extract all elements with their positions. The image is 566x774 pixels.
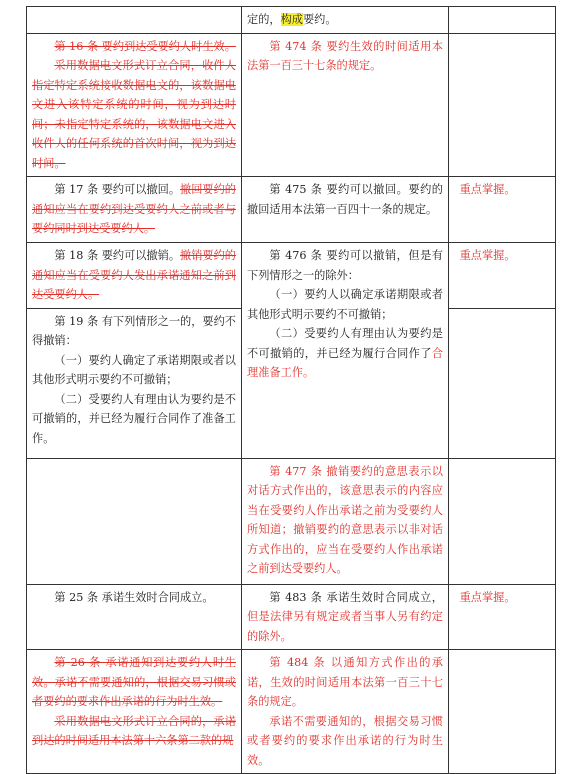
- table-cell-note: [449, 584, 556, 650]
- note-text: 重点掌握。: [459, 183, 516, 196]
- table-cell-old: [27, 458, 242, 584]
- table-cell-note: [449, 458, 556, 584]
- article-body: 撤销要约的意思表示以对话方式作出的，该意思表示的内容应当在受要约人作出承诺之前为受要约人所知道；撤销要约的意思表示以非对话方式作出的，应当在受要约人作出承诺之前到达受要约人。: [247, 464, 443, 575]
- changed-text: 合理准备工作。: [247, 346, 443, 379]
- old-article-item: （一）要约人确定了承诺期限或者以其他形式明示要约不可撤销；: [32, 353, 236, 386]
- deleted-text: 撤回要约的通知应当在要约到达受要约人之前或者与要约同时到达受要约人。: [32, 183, 236, 235]
- new-article-item: （一）要约人以确定承诺期限或者其他形式明示要约不可撤销；: [247, 288, 443, 321]
- note-text: 重点掌握。: [459, 249, 516, 262]
- table-cell-old: [27, 584, 242, 650]
- new-article: [247, 653, 443, 712]
- table-cell-note: [449, 650, 556, 774]
- new-article-item: [247, 324, 443, 383]
- old-article-item: （二）受要约人有理由认为要约是不可撤销的，并已经为履行合同作了准备工作。: [32, 392, 236, 445]
- article-body: 要约生效的时间适用本法第一百三十七条的规定。: [247, 39, 443, 72]
- table-cell-old: [27, 650, 242, 774]
- article-text: 第 17 条 要约可以撤回。: [54, 183, 181, 196]
- highlighted-text: 构成: [280, 13, 303, 26]
- new-article: [247, 588, 443, 647]
- table-cell-old: [27, 33, 242, 177]
- article-text: 第 18 条 要约可以撤销。: [54, 249, 181, 262]
- table-row: [27, 7, 556, 34]
- deleted-article-body: 第 26 条 承诺通知到达要约人时生效。承诺不需要通知的，根据交易习惯或者要约的要求作出承诺的行为时生效。: [32, 656, 236, 708]
- table-row: [27, 33, 556, 177]
- cell-text: 要约。: [302, 13, 337, 26]
- table-cell-note: [449, 243, 556, 309]
- table-cell-old: [27, 7, 242, 34]
- old-article: [32, 246, 236, 305]
- table-cell-new: [242, 584, 449, 650]
- table-cell-old: [27, 177, 242, 243]
- table-row: [27, 458, 556, 584]
- old-article-lead: 第 19 条 有下列情形之一的，要约不得撤销：: [32, 314, 236, 347]
- deleted-text: 撤销要约的通知应当在受要约人发出承诺通知之前到达受要约人。: [32, 249, 236, 301]
- table-cell-old: [27, 308, 242, 458]
- deleted-article-body: 采用数据电文形式订立合同，收件人指定特定系统接收数据电文的，该数据电文进入该特定系统的时间，视为到达时间；未指定特定系统的，该数据电文进入收件人的任何系统的首次时间，视为到达时间。: [32, 59, 236, 170]
- table-row: [27, 650, 556, 774]
- note-text: 重点掌握。: [459, 590, 516, 604]
- table-cell-note: [449, 308, 556, 458]
- old-article: 第 25 条 承诺生效时合同成立。: [54, 590, 214, 604]
- new-article: [247, 37, 443, 76]
- article-number: 第 474 条: [269, 39, 323, 53]
- deleted-article-body: 采用数据电文形式订立合同的，承诺到达的时间适用本法第十六条第二款的规: [32, 714, 236, 747]
- article-body: 以通知方式作出的承诺，生效的时间适用本法第一百三十七条的规定。: [247, 656, 443, 708]
- new-article-lead: 第 476 条 要约可以撤销，但是有下列情形之一的除外：: [247, 249, 443, 282]
- table-cell-new: [242, 33, 449, 177]
- new-article-body: 承诺不需要通知的，根据交易习惯或者要约的要求作出承诺的行为时生效。: [247, 714, 443, 767]
- table-cell-note: [449, 33, 556, 177]
- table-cell-new: [242, 7, 449, 34]
- cell-text: 定的，: [247, 13, 281, 26]
- table-cell-old: [27, 243, 242, 309]
- old-article: [32, 180, 236, 239]
- table-cell-note: [449, 7, 556, 34]
- table-row: [27, 584, 556, 650]
- changed-text: 但是法律另有规定或者当事人另有约定的除外。: [247, 610, 443, 643]
- deleted-article-title: 第 16 条 要约到达受要约人时生效。: [54, 39, 236, 53]
- item-text: （二）受要约人有理由认为要约是不可撤销的，并已经为履行合同作了: [247, 327, 443, 360]
- table-cell-new: [242, 177, 449, 243]
- article-number: 第 477 条: [269, 464, 323, 478]
- comparison-table: [26, 6, 556, 774]
- new-article: 第 475 条 要约可以撤回。要约的撤回适用本法第一百四十一条的规定。: [247, 183, 443, 216]
- table-row: [27, 243, 556, 309]
- article-text: 第 483 条 承诺生效时合同成立，: [269, 590, 443, 604]
- table-row: [27, 177, 556, 243]
- table-cell-new: [242, 650, 449, 774]
- table-cell-new: [242, 458, 449, 584]
- table-cell-new: [242, 243, 449, 459]
- article-number: 第 484 条: [269, 656, 326, 669]
- table-cell-note: [449, 177, 556, 243]
- new-article: [247, 462, 443, 579]
